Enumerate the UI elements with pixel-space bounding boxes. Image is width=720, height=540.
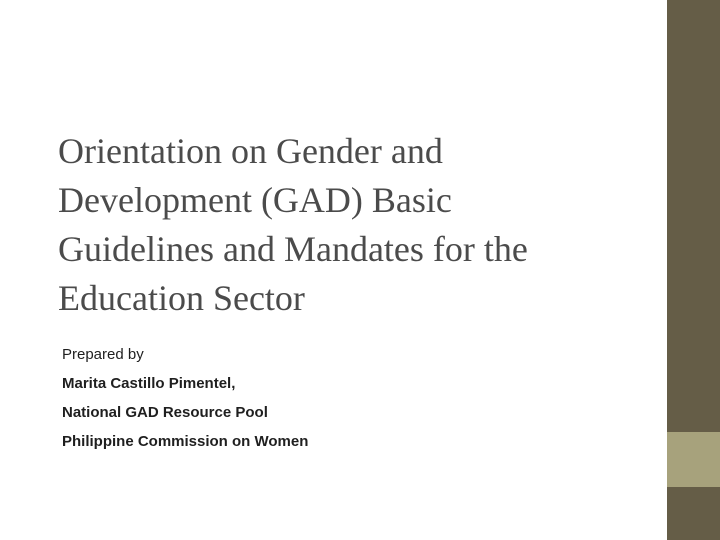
prepared-by-label: Prepared by <box>62 346 144 363</box>
author-name: Marita Castillo Pimentel, <box>62 375 236 392</box>
author-organization: Philippine Commission on Women <box>62 433 309 450</box>
slide-subtitle <box>62 340 622 456</box>
decorative-side-accent <box>667 432 720 487</box>
slide-title: Orientation on Gender and Development (GAD) Basic Guidelines and Mandates for the Education Sector <box>58 131 528 318</box>
author-affiliation: National GAD Resource Pool <box>62 404 268 421</box>
